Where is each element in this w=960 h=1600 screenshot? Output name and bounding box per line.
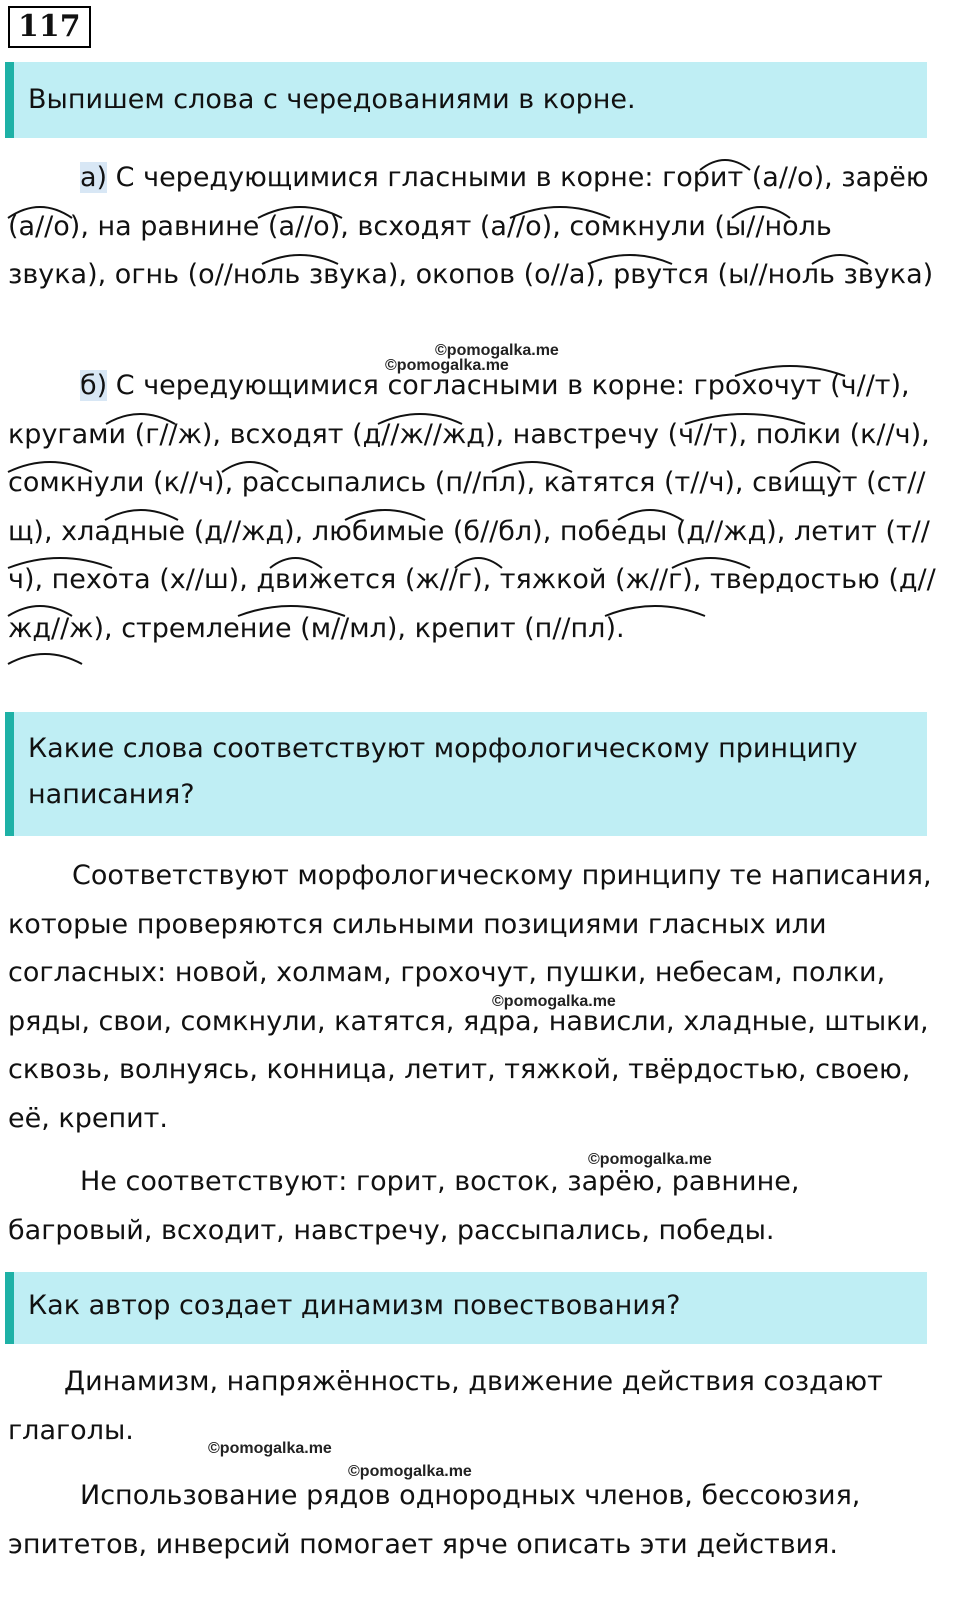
paragraph-devices: Использование рядов однородных членов, бессоюзия, эпитетов, инверсий помогает ярче описать эти действия. <box>8 1480 861 1560</box>
watermark: ©pomogalka.me <box>435 342 559 359</box>
answer-b-text: С чередующимися согласными в корне: грохочут (ч//т), кругами (г//ж), всходят (д//ж//жд), навстречу (ч//т), полки (к//ч), сомкнули (к//ч), рассыпались (п//пл), катятся (т//ч), свищут (ст//щ), хладные (д//жд), любимые (б//бл), победы (д//жд), летит (т//ч), пехота (х//ш), движется (ж//г), тяжкой (ж//г), твердостью (д//жд//ж), стремление (м//мл), крепит (п//пл). <box>8 370 936 644</box>
answer-a-text: С чередующимися гласными в корне: горит (а//о), зарёю (а//о), на равнине (а//о), всходят (а//о), сомкнули (ы//ноль звука), огнь (о//ноль звука), окопов (о//а), рвутся (ы//ноль звука) <box>8 162 934 290</box>
watermark: ©pomogalka.me <box>492 993 616 1010</box>
question-2: Какие слова соответствуют морфологическому принципу написания? <box>5 712 927 836</box>
watermark: ©pomogalka.me <box>588 1151 712 1168</box>
watermark: ©pomogalka.me <box>348 1463 472 1480</box>
watermark: ©pomogalka.me <box>385 357 509 374</box>
watermark: ©pomogalka.me <box>208 1440 332 1457</box>
answer-b <box>8 362 938 653</box>
answer-a-label: а) <box>80 162 108 193</box>
answer-b-label: б) <box>80 370 108 401</box>
question-3: Как автор создает динамизм повествования? <box>5 1272 927 1344</box>
task-number: 117 <box>8 6 91 48</box>
question-1: Выпишем слова с чередованиями в корне. <box>5 62 927 138</box>
paragraph-morphological: Соответствуют морфологическому принципу те написания, которые проверяются сильными позициями гласных или согласных: новой, холмам, грохочут, пушки, небесам, полки, ряды, свои, сомкнули, катятся, ядра, нависли, хладные, штыки, сквозь, волнуясь, конница, летит, тяжкой, твёрдостью, своею, её, крепит. <box>8 860 932 1134</box>
paragraph-exceptions: Не соответствуют: горит, восток, зарёю, равнине, багровый, всходит, навстречу, рассыпались, победы. <box>8 1166 800 1246</box>
answer-a <box>8 154 938 300</box>
paragraph-dynamism: Динамизм, напряжённость, движение действия создают глаголы. <box>8 1366 883 1446</box>
